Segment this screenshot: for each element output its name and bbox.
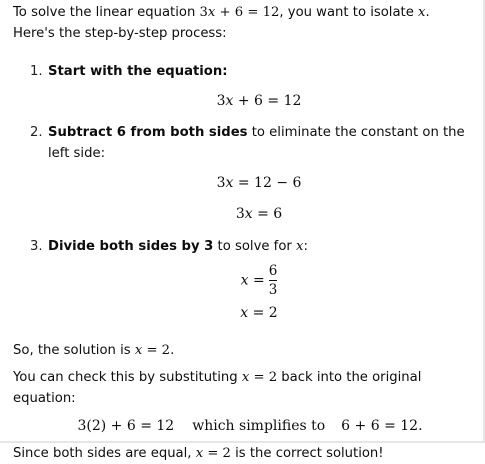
step-3 <box>13 236 475 257</box>
step-variable: x <box>296 239 304 254</box>
fraction <box>269 263 278 298</box>
fraction-numerator: 6 <box>268 263 278 279</box>
step-number: 2. <box>30 125 43 140</box>
equation-step2a: 3x = 12 − 6 <box>216 175 302 191</box>
step-1 <box>13 61 475 82</box>
check-equation: x = 2 <box>241 370 278 385</box>
equation-step3b: x = 2 <box>240 305 278 321</box>
solution-equation: x = 2 <box>134 343 171 358</box>
solution-text: So, the solution is <box>13 343 135 358</box>
check-expr-right: 6 + 6 = 12. <box>341 418 423 434</box>
step-text: to solve for <box>213 239 297 254</box>
intro-paragraph <box>13 2 475 44</box>
equation-step1: 3x + 6 = 12 <box>216 93 302 109</box>
answer-content <box>13 2 475 464</box>
step-heading: Subtract 6 from both sides <box>48 125 248 140</box>
solution-paragraph <box>13 340 475 361</box>
check-expr-left: 3(2) + 6 = 12 <box>77 418 175 434</box>
intro-variable: x <box>418 5 426 20</box>
step-heading: Divide both sides by 3 <box>48 239 214 254</box>
check-text: You can check this by substituting <box>13 370 242 385</box>
step-2 <box>13 122 475 164</box>
step-number: 3. <box>30 239 43 254</box>
equation-step2b: 3x = 6 <box>235 206 283 222</box>
intro-text-3: . Here's the step-by-step process: <box>13 5 430 41</box>
check-suffix: back into the original equation: <box>13 370 422 406</box>
step-number: 1. <box>30 64 43 79</box>
conclusion-suffix: is the correct solution! <box>230 446 384 461</box>
step-text: to eliminate the constant on the left side: <box>48 125 465 161</box>
check-expression <box>13 418 475 434</box>
check-expr-mid: which simplifies to <box>192 418 326 434</box>
conclusion-paragraph <box>13 443 475 464</box>
conclusion-text: Since both sides are equal, <box>13 446 196 461</box>
step-heading: Start with the equation: <box>48 64 228 79</box>
step-text-end: : <box>303 239 308 254</box>
intro-equation: 3x + 6 = 12 <box>199 5 280 20</box>
solution-suffix: . <box>170 343 175 358</box>
intro-text-2: , you want to isolate <box>279 5 419 20</box>
equation-step3a: x = $\frac{6}{3}$ <box>240 263 278 298</box>
conclusion-equation: x = 2 <box>195 446 231 461</box>
fraction-denominator: 3 <box>268 282 278 298</box>
intro-text: To solve the linear equation <box>13 5 200 20</box>
check-paragraph <box>13 367 475 409</box>
